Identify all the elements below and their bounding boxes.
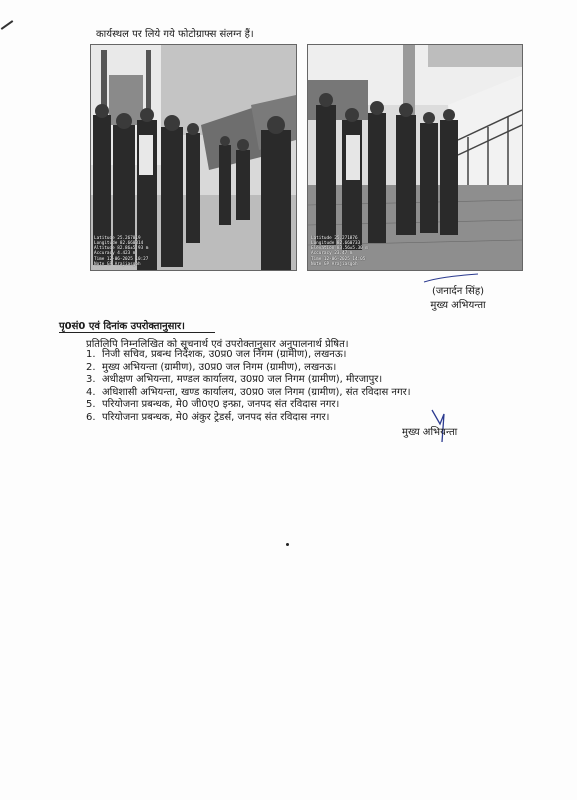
site-photo-left <box>90 44 297 271</box>
reference-line: पृ0सं0 एवं दिनांक उपरोक्तानुसार। <box>59 321 185 332</box>
signature-block <box>418 285 498 313</box>
list-item <box>86 412 411 425</box>
list-item <box>86 349 411 362</box>
geo-stamp-right <box>311 236 368 267</box>
geo-line: Accuracy 4.423 m <box>94 251 136 257</box>
geo-line: Note GP Arajiasgoh <box>311 261 358 267</box>
list-item-number: 3. <box>86 374 96 385</box>
signer-name: (जनार्दन सिंह) <box>431 286 485 297</box>
list-item-text: परियोजना प्रबन्धक, मे0 जी0ए0 इन्फ्रा, जनपद संत रविदास नगर। <box>102 399 340 410</box>
list-item-text: मुख्य अभियन्ता (ग्रामीण), उ0प्र0 जल निगम (ग्रामीण), लखनऊ। <box>102 361 337 373</box>
copy-to-list <box>86 349 411 424</box>
geo-line: Latitude 25.267019 <box>94 235 141 241</box>
list-item-number: 5. <box>86 399 96 410</box>
geo-line: Altitude 82.86±5.93 m <box>94 246 149 252</box>
list-item-number: 1. <box>86 349 96 360</box>
copy-intro: प्रतिलिपि निम्नलिखित को सूचनार्थ एवं उपरोक्तानुसार अनुपालनार्थ प्रेषित। <box>86 339 349 350</box>
geo-line: Elevation 83.56±5.30 m <box>311 246 368 252</box>
signature-stroke <box>422 272 480 286</box>
list-item-number: 2. <box>86 361 96 373</box>
list-item <box>86 374 411 387</box>
geo-line: Time 12-06-2025 14:05 <box>311 256 366 262</box>
list-item-number: 6. <box>86 411 96 423</box>
photos-caption: कार्यस्थल पर लिये गये फोटोग्राफ्स संलग्न हैं। <box>96 29 254 40</box>
list-item-text: परियोजना प्रबन्धक, मे0 अंकुर ट्रेडर्स, जनपद संत रविदास नगर। <box>102 411 330 423</box>
list-item <box>86 362 411 375</box>
geo-line: Note GP Arajiasgoh <box>94 261 141 267</box>
list-item-text: अधीक्षण अभियन्ता, मण्डल कार्यालय, उ0प्र0 जल निगम (ग्रामीण), मीरजापुर। <box>102 374 383 385</box>
list-item <box>86 387 411 400</box>
geo-line: Latitude 25.271876 <box>311 235 358 241</box>
geo-line: Longitude 82.660314 <box>94 240 144 246</box>
list-item-text: निजी सचिव, प्रबन्ध निदेशक, उ0प्र0 जल निगम (ग्रामीण), लखनऊ। <box>102 349 347 360</box>
list-item <box>86 399 411 412</box>
scan-mark <box>1 20 14 30</box>
geo-line: Accuracy 23.47 m <box>311 251 353 257</box>
geo-line: Longitude 82.660733 <box>311 240 361 246</box>
geo-stamp-left <box>94 236 148 267</box>
signer-designation: मुख्य अभियन्ता <box>430 300 486 311</box>
scan-speck <box>286 543 289 546</box>
list-item-number: 4. <box>86 386 96 398</box>
list-item-text: अधिशासी अभियन्ता, खण्ड कार्यालय, उ0प्र0 जल निगम (ग्रामीण), संत रविदास नगर। <box>102 386 411 398</box>
site-photo-right <box>307 44 523 271</box>
footer-designation: मुख्य अभियन्ता <box>402 427 458 438</box>
geo-line: Time 12-06-2025 10:27 <box>94 256 149 262</box>
reference-underline <box>59 332 215 333</box>
